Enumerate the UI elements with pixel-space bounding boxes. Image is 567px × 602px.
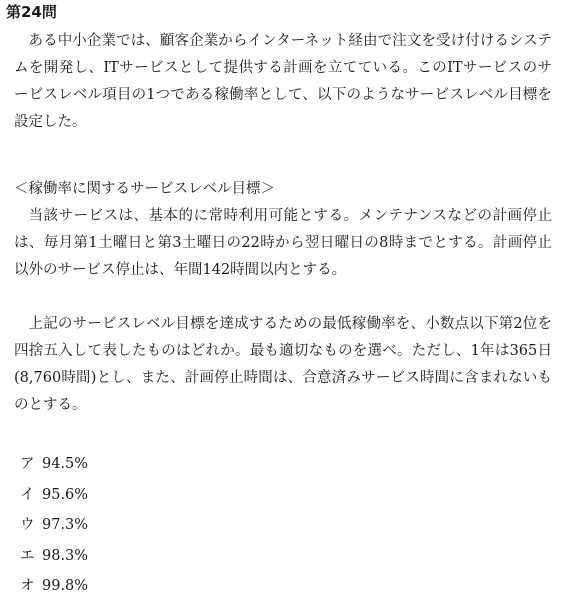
- choice-value: 99.8%: [42, 578, 89, 594]
- intro-paragraph: ある中小企業では、顧客企業からインターネット経由で注文を受け付けるシステムを開発し、ITサービスとして提供する計画を立てている。このITサービスのサービスレベル項目の1つである稼働率として、以下のようなサービスレベル目標を設定した。: [14, 33, 552, 130]
- choice-a[interactable]: [20, 449, 88, 480]
- choice-label: エ: [20, 547, 35, 564]
- choice-value: 94.5%: [42, 456, 89, 472]
- choice-e[interactable]: [20, 541, 88, 572]
- choice-label: イ: [20, 486, 35, 503]
- condition-body: 当該サービスは、基本的に常時利用可能とする。メンテナンスなどの計画停止は、毎月第1土曜日と第3土曜日の22時から翌日曜日の8時までとする。計画停止以外のサービス停止は、年間142時間以内とする。: [14, 208, 552, 278]
- choice-value: 98.3%: [42, 547, 89, 564]
- choice-label: ア: [20, 456, 35, 472]
- choice-value: 97.3%: [42, 517, 89, 533]
- choice-o[interactable]: [20, 571, 88, 602]
- choice-label: ウ: [20, 517, 35, 533]
- choice-value: 95.6%: [42, 486, 89, 503]
- answer-choices: [20, 449, 88, 602]
- question-number: 第24問: [6, 3, 57, 21]
- choice-label: オ: [20, 578, 35, 594]
- choice-i[interactable]: [20, 480, 88, 511]
- choice-u[interactable]: [20, 510, 88, 541]
- condition-title: ＜稼働率に関するサービスレベル目標＞: [14, 181, 275, 197]
- question-paragraph: 上記のサービスレベル目標を達成するための最低稼働率を、小数点以下第2位を四捨五入して表したものはどれか。最も適切なものを選べ。ただし、1年は365日(8,760時間)とし、また、計画停止時間は、合意済みサービス時間に含まれないものとする。: [14, 316, 552, 413]
